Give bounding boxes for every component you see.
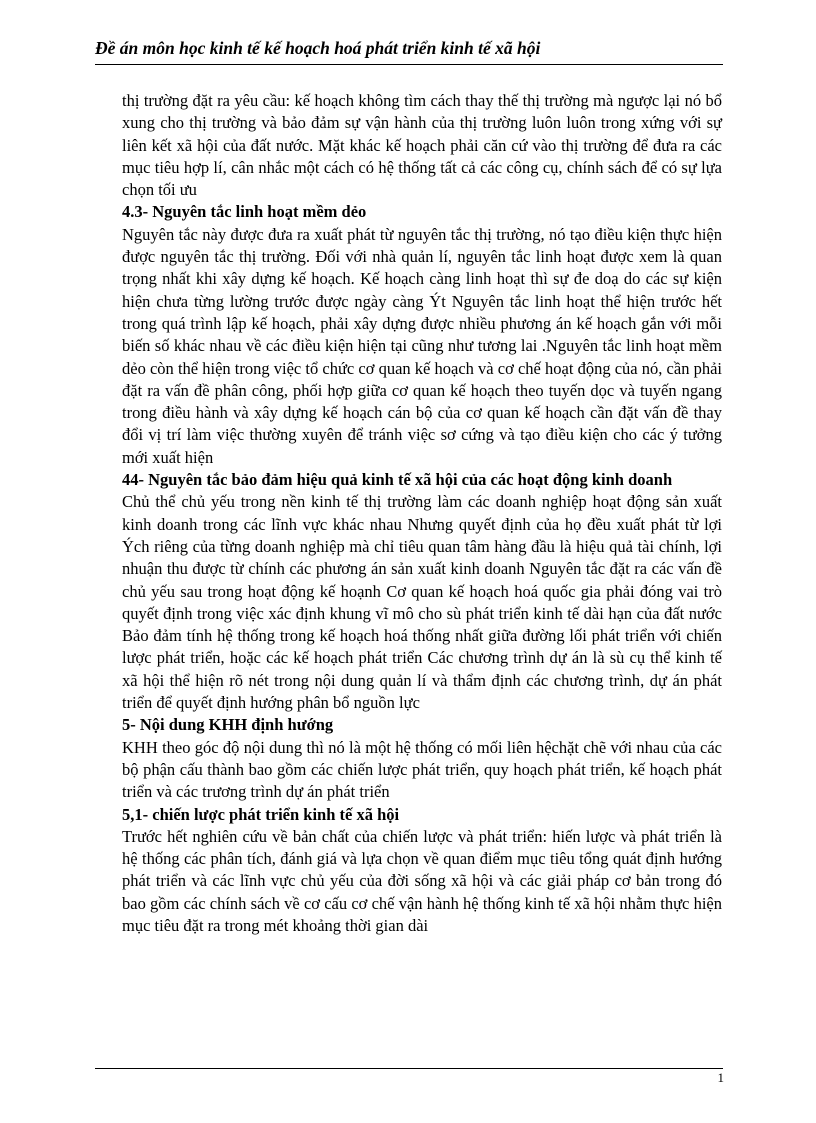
body-paragraph: Trước hết nghiên cứu về bản chất của chiến lược và phát triển: hiến lược và phát triển là hệ thống các phân tích, đánh giá và lựa chọn về quan điểm mục tiêu tổng quát định hướng phát triển và các lĩnh vực chủ yếu của đời sống xã hội và các giải pháp cơ bản trong đó bao gồm các chính sách về cơ cấu cơ chế vận hành hệ thống kinh tế xã hội nhằm thực hiện mục tiêu đặt ra trong mét khoảng thời gian dài bbox=[122, 826, 722, 935]
header-rule bbox=[95, 64, 723, 65]
page-header-title: Đề án môn học kinh tế kế hoạch hoá phát triển kinh tế xã hội bbox=[95, 38, 541, 58]
body-paragraph: KHH theo góc độ nội dung thì nó là một hệ thống có mối liên hệchặt chẽ với nhau của các bộ phận cấu thành bao gồm các chiến lược phát triển, quy hoạch phát triển, kế hoạch phát triển và các trương trình dự án phát triển bbox=[122, 737, 722, 802]
body-paragraph: thị trường đặt ra yêu cầu: kế hoạch không tìm cách thay thế thị trường mà ngược lại nó bổ xung cho thị trường và bảo đảm sự vận hành của thị trường luôn luôn trong xứng với sự liên kết xã hội của đất nước. Mặt khác kế hoạch phải căn cứ vào thị trường để đưa ra các mục tiêu hợp lí, cân nhắc một cách có hệ thống tất cả các công cụ, chính sách để có sự lựa chọn tối ưu bbox=[122, 91, 722, 200]
body-paragraph: Chủ thể chủ yếu trong nền kinh tế thị trường làm các doanh nghiệp hoạt động sản xuất kinh doanh trong các lĩnh vực khác nhau Nhưng quyết định của họ đều xuất phát từ lợi Ých riêng của từng doanh nghiệp mà chỉ tiêu quan tâm hàng đầu là hiệu quả tài chính, lợi nhuận thu được từ chính các phương án sản xuất kinh doanh Nguyên tắc đặt ra các vấn đề chủ yếu sau trong hoạt động kế hoạnh Cơ quan kế hoạch hoá quốc gia phải đóng vai trò quyết định trong việc xác định khung vĩ mô cho sù phát triển kinh tế dài hạn của đất nước Bảo đảm tính hệ thống trong kế hoạch hoá thống nhất giữa đường lối phát triển với chiến lược phát triển, hoặc các kế hoạch phát triển Các chương trình dự án là sù cụ thể kinh tế xã hội thể hiện rõ nét trong nội dung quản lí và thẩm định các chương trình, dự án phát triển để quyết định hướng phân bổ nguồn lực bbox=[122, 492, 722, 713]
footer-rule bbox=[95, 1068, 723, 1069]
section-heading-4-4: 44- Nguyên tắc bảo đảm hiệu quả kinh tế xã hội của các hoạt động kinh doanh bbox=[122, 470, 673, 490]
section-heading-5: 5- Nội dung KHH định hướng bbox=[122, 715, 334, 735]
document-body bbox=[122, 90, 722, 937]
page-number: 1 bbox=[717, 1070, 724, 1085]
section-heading-5-1: 5,1- chiến lược phát triển kinh tế xã hội bbox=[122, 804, 400, 824]
body-paragraph: Nguyên tắc này được đưa ra xuất phát từ nguyên tắc thị trường, nó tạo điều kiện thực hiện được nguyên tắc thị trường. Đối với nhà quản lí, nguyên tắc linh hoạt được xem là quan trọng nhất khi xây dựng kế hoạch. Kế hoạch càng linh hoạt thì sự đe doạ do các sự kiện hiện chưa từng lường trước được ngày càng Ýt Nguyên tắc linh hoạt thể hiện trước hết trong quá trình lập kế hoạch, phải xây dựng được nhiều phương án kế hoạch gắn với mỗi biến số khác nhau về các điều kiện hiện tại cũng như tương lai .Nguyên tắc linh hoạt mềm dẻo còn thể hiện trong việc tổ chức cơ quan kế hoạch và cơ chế hoạt động của nó, cần phải đặt ra vấn đề phân công, phối hợp giữa cơ quan kế hoạch theo tuyến dọc và tuyến ngang trong điều hành và xây dựng kế hoạch cán bộ của cơ quan kế hoạch cần đặt vấn đề thay đổi vị trí làm việc thường xuyên để tránh việc sơ cứng và tạo điều kiện cho các ý tưởng mới xuất hiện bbox=[122, 224, 722, 467]
section-heading-4-3: 4.3- Nguyên tắc linh hoạt mềm dẻo bbox=[122, 202, 367, 222]
